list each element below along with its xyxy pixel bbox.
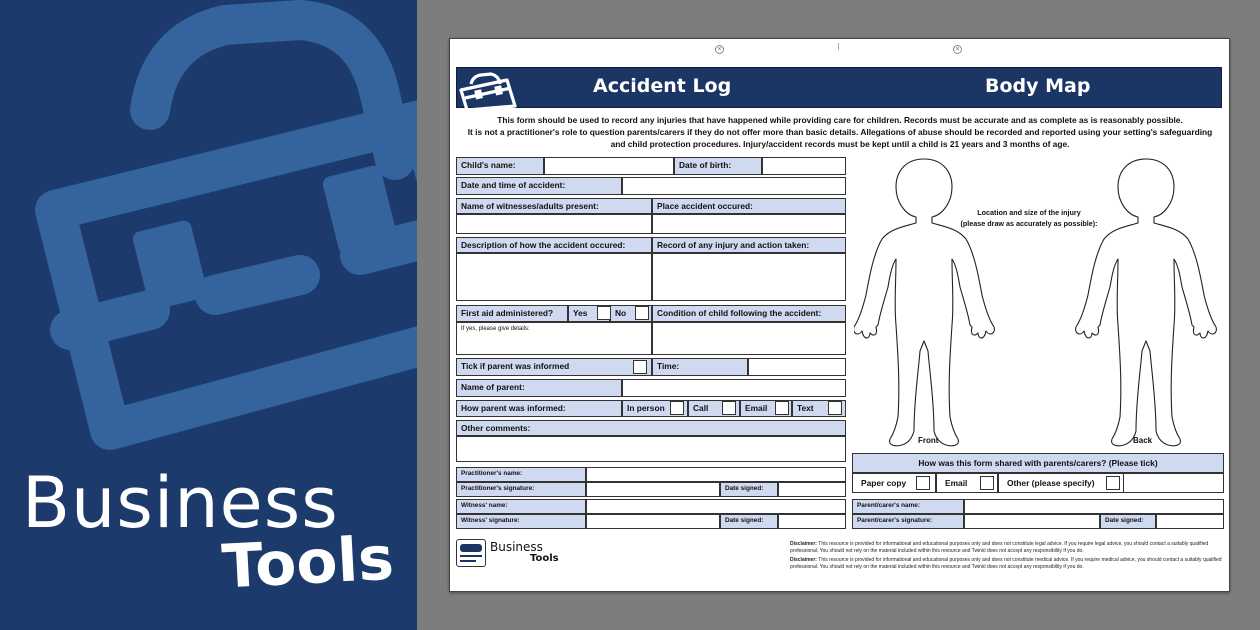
pin-icon: × xyxy=(953,45,962,54)
back-label: Back xyxy=(1133,436,1153,445)
body-map-drawing[interactable] xyxy=(854,155,1226,451)
footer-tools-text: Tools xyxy=(530,553,559,564)
shared-question-label: How was this form shared with parents/carers? (Please tick) xyxy=(852,453,1224,473)
childs-name-label: Child's name: xyxy=(456,157,544,175)
witness-signature-field[interactable] xyxy=(586,514,720,529)
parent-carer-name-field[interactable] xyxy=(964,499,1224,514)
back-body-outline xyxy=(1076,159,1217,446)
how-informed-label: How parent was informed: xyxy=(456,400,622,417)
shared-email-label: Email xyxy=(936,473,998,493)
parent-carer-date-field[interactable] xyxy=(1156,514,1224,529)
practitioner-name-field[interactable] xyxy=(586,467,846,482)
witness-date-label: Date signed: xyxy=(720,514,778,529)
shared-email-checkbox[interactable] xyxy=(980,476,994,490)
email-label: Email xyxy=(740,400,792,417)
intro-line: It is not a practitioner's role to question parents/carers if they do not offer more than basic details. Allegations of abuse should be recorded and reported using your setting's safeguarding xyxy=(467,127,1213,137)
disclaimer-text: This resource is provided for informational and educational purposes only and does not constitute medical advice. If you require medical advice, you should contact a suitably qualified professional. You should not rely on the material included within this resource and Twinkl does not accept any responsibility if you do. xyxy=(790,557,1222,570)
practitioner-name-label: Practitioner's name: xyxy=(456,467,586,482)
briefcase-icon xyxy=(457,70,521,108)
practitioner-signature-field[interactable] xyxy=(586,482,720,497)
childs-name-field[interactable] xyxy=(544,157,674,175)
place-label: Place accident occured: xyxy=(652,198,846,214)
first-aid-no-label: No xyxy=(610,305,652,322)
disclaimer-text: This resource is provided for informational and educational purposes only and does not constitute legal advice. If you require legal advice, you should contact a suitably qualified professional. You should not rely on the material included within this resource and Twinkl does not accept any responsibility if you do. xyxy=(790,541,1209,554)
brand-business-text: Business xyxy=(22,462,339,544)
witness-name-field[interactable] xyxy=(586,499,846,514)
intro-line: This form should be used to record any injuries that have happened while providing care for children. Records must be accurate and as complete as is reasonably possible. xyxy=(497,115,1183,125)
disclaimer-medical xyxy=(790,557,1222,571)
pin-icon: × xyxy=(715,45,724,54)
first-aid-no-checkbox[interactable] xyxy=(635,306,649,320)
witness-name-label: Witness' name: xyxy=(456,499,586,514)
witnesses-field[interactable] xyxy=(456,214,652,234)
location-line: Location and size of the injury xyxy=(977,208,1081,217)
title-body-map: Body Map xyxy=(985,75,1091,97)
place-field[interactable] xyxy=(652,214,846,234)
disclaimer-label: Disclaimer: xyxy=(790,557,817,563)
email-checkbox[interactable] xyxy=(775,401,789,415)
dob-field[interactable] xyxy=(762,157,846,175)
condition-label: Condition of child following the accident: xyxy=(652,305,846,322)
footer-business-text: Business xyxy=(490,540,543,554)
first-aid-yes-label: Yes xyxy=(568,305,610,322)
title-accident-log: Accident Log xyxy=(593,75,732,97)
parent-name-label: Name of parent: xyxy=(456,379,622,397)
first-aid-details-field[interactable] xyxy=(456,322,652,355)
other-comments-field[interactable] xyxy=(456,436,846,462)
disclaimer-label: Disclaimer: xyxy=(790,541,817,547)
description-field[interactable] xyxy=(456,253,652,301)
sheet-header xyxy=(456,67,1222,108)
time-label: Time: xyxy=(652,358,748,376)
dob-label: Date of birth: xyxy=(674,157,762,175)
intro-line: and child protection procedures. Injury/accident records must be kept until a child is 21 years and 3 months of age. xyxy=(610,139,1070,149)
front-label: Front xyxy=(918,436,939,445)
description-label: Description of how the accident occured: xyxy=(456,237,652,253)
parent-carer-signature-field[interactable] xyxy=(964,514,1100,529)
shared-other-label: Other (please specify) xyxy=(998,473,1124,493)
intro-text xyxy=(460,114,1220,150)
in-person-label: In person xyxy=(622,400,688,417)
front-body-outline xyxy=(854,159,994,446)
in-person-checkbox[interactable] xyxy=(670,401,684,415)
record-injury-field[interactable] xyxy=(652,253,846,301)
text-label: Text xyxy=(792,400,846,417)
accident-log-sheet xyxy=(449,38,1230,592)
location-instructions xyxy=(954,207,1104,229)
call-checkbox[interactable] xyxy=(722,401,736,415)
time-field[interactable] xyxy=(748,358,846,376)
practitioner-signature-label: Practitioner's signature: xyxy=(456,482,586,497)
text-checkbox[interactable] xyxy=(828,401,842,415)
fold-mark xyxy=(838,43,839,50)
first-aid-label: First aid administered? xyxy=(456,305,568,322)
parent-carer-date-label: Date signed: xyxy=(1100,514,1156,529)
parent-name-field[interactable] xyxy=(622,379,846,397)
other-comments-label: Other comments: xyxy=(456,420,846,436)
if-yes-hint: If yes, please give details: xyxy=(461,326,530,332)
brand-tools-text: Tools xyxy=(220,523,396,603)
twinkl-logo xyxy=(456,539,486,567)
parent-carer-name-label: Parent/carer's name: xyxy=(852,499,964,514)
witness-date-field[interactable] xyxy=(778,514,846,529)
call-label: Call xyxy=(688,400,740,417)
practitioner-date-field[interactable] xyxy=(778,482,846,497)
paper-copy-label: Paper copy xyxy=(852,473,936,493)
tick-parent-label: Tick if parent was informed xyxy=(456,358,652,376)
parent-carer-signature-label: Parent/carer's signature: xyxy=(852,514,964,529)
witness-signature-label: Witness' signature: xyxy=(456,514,586,529)
location-line: (please draw as accurately as possible): xyxy=(960,219,1098,228)
record-injury-label: Record of any injury and action taken: xyxy=(652,237,846,253)
parent-informed-checkbox[interactable] xyxy=(633,360,647,374)
date-time-field[interactable] xyxy=(622,177,846,195)
date-time-label: Date and time of accident: xyxy=(456,177,622,195)
condition-field[interactable] xyxy=(652,322,846,355)
disclaimer-legal xyxy=(790,541,1222,555)
shared-other-checkbox[interactable] xyxy=(1106,476,1120,490)
paper-copy-checkbox[interactable] xyxy=(916,476,930,490)
witnesses-label: Name of witnesses/adults present: xyxy=(456,198,652,214)
promo-panel xyxy=(0,0,417,630)
first-aid-yes-checkbox[interactable] xyxy=(597,306,611,320)
practitioner-date-label: Date signed: xyxy=(720,482,778,497)
